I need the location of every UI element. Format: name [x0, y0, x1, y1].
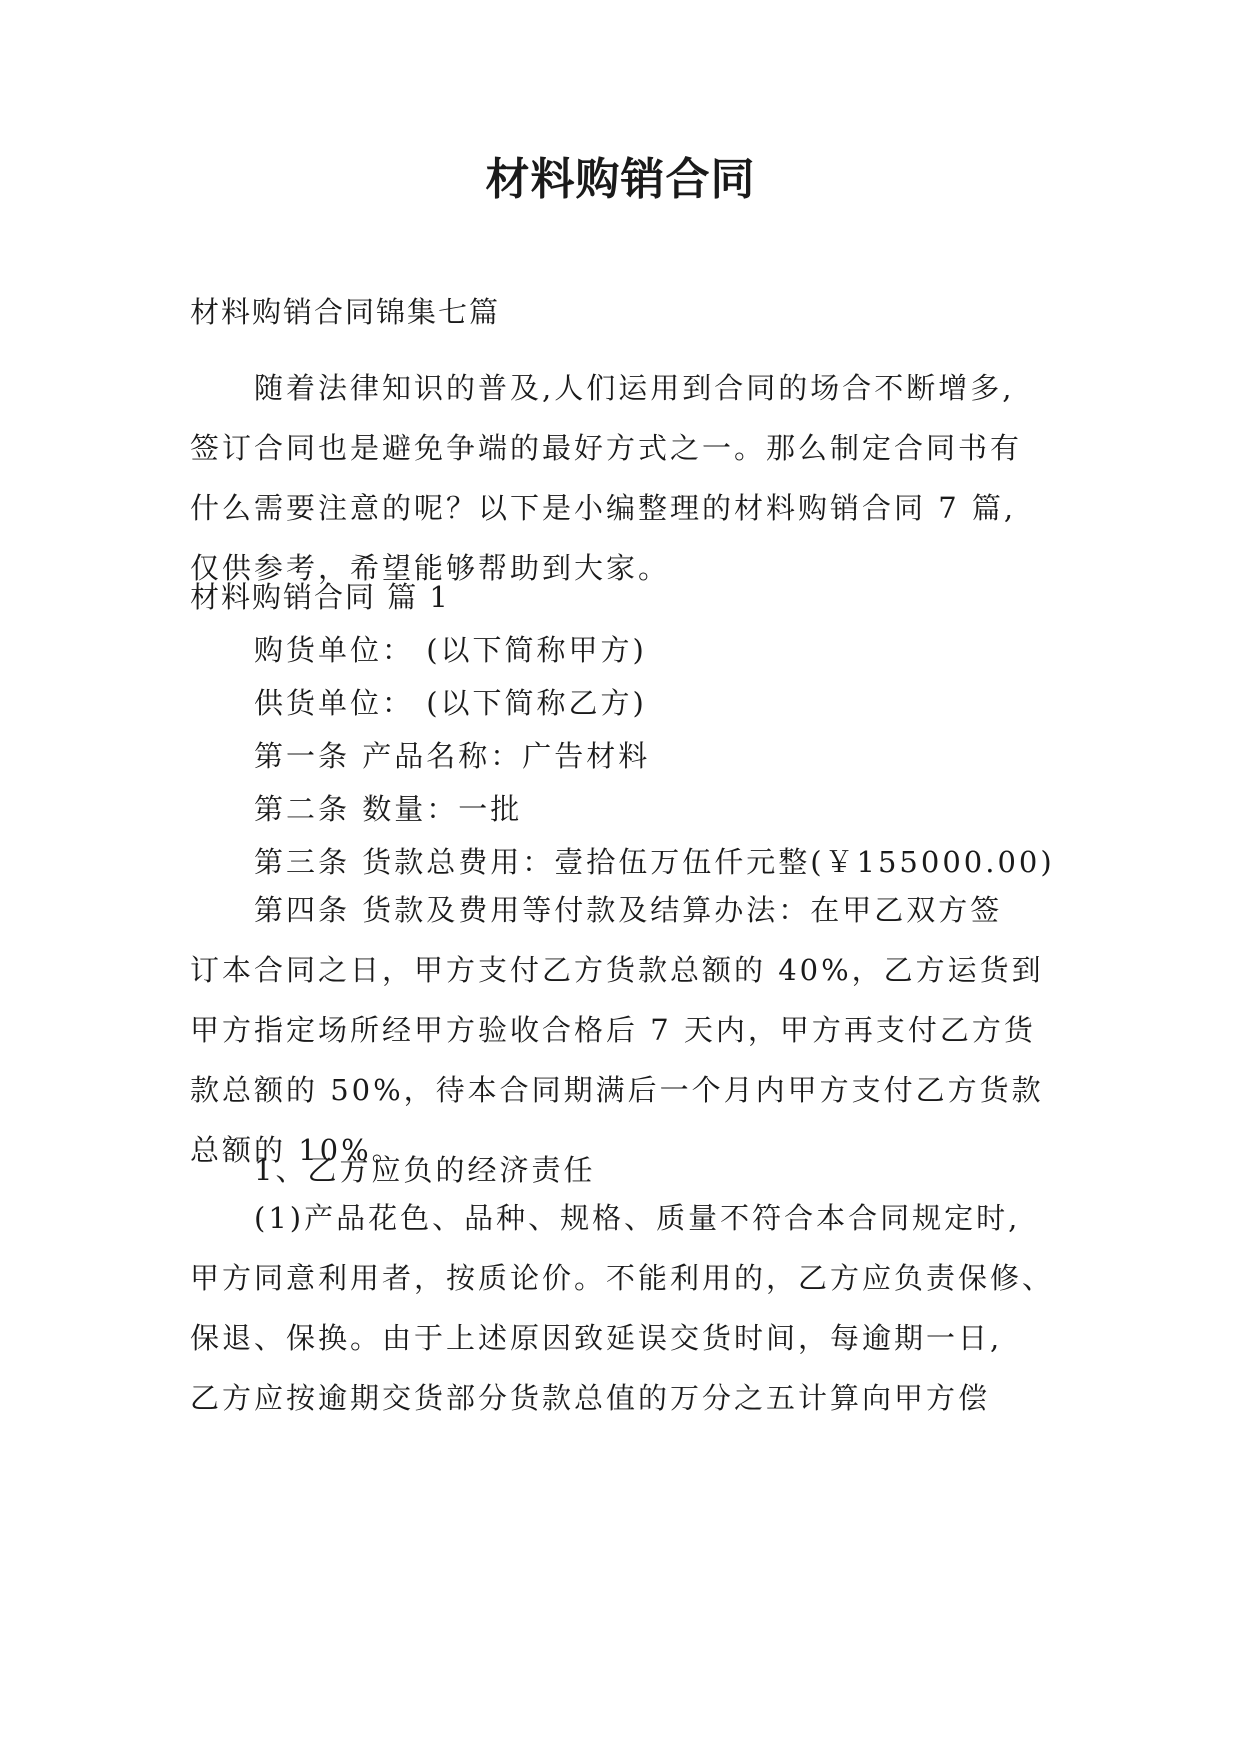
article-4-line: 甲方指定场所经甲方验收合格后 7 天内，甲方再支付乙方货: [190, 1013, 1036, 1047]
clause-buyer: 购货单位： (以下简称甲方): [254, 633, 647, 667]
clause-article-1: 第一条 产品名称：广告材料: [254, 739, 651, 773]
liability-heading: 1、乙方应负的经济责任: [254, 1153, 596, 1187]
intro-line: 仅供参考，希望能够帮助到大家。: [190, 551, 671, 585]
document-title: 材料购销合同: [485, 154, 756, 205]
document-subtitle: 材料购销合同锦集七篇: [190, 295, 501, 329]
intro-line: 签订合同也是避免争端的最好方式之一。那么制定合同书有: [190, 431, 1023, 465]
liability-line: 甲方同意利用者，按质论价。不能利用的，乙方应负责保修、: [190, 1261, 1055, 1295]
liability-line: 乙方应按逾期交货部分货款总值的万分之五计算向甲方偿: [190, 1381, 991, 1415]
liability-paragraph: [190, 1188, 1055, 1428]
article-4-line: 总额的 10%。: [190, 1133, 404, 1167]
article-4-line: 订本合同之日，甲方支付乙方货款总额的 40%，乙方运货到: [190, 953, 1044, 987]
intro-line: 什么需要注意的呢？以下是小编整理的材料购销合同 7 篇,: [190, 491, 1017, 525]
intro-line: 随着法律知识的普及,人们运用到合同的场合不断增多,: [254, 371, 1015, 405]
article-4-paragraph: [190, 880, 1050, 1180]
liability-line: (1)产品花色、品种、规格、质量不符合本合同规定时,: [254, 1201, 1021, 1235]
clause-article-2: 第二条 数量：一批: [254, 792, 523, 826]
liability-line: 保退、保换。由于上述原因致延误交货时间，每逾期一日,: [190, 1321, 1003, 1355]
clause-article-3: 第三条 货款总费用：壹拾伍万伍仟元整(￥155000.00): [254, 845, 1055, 879]
section-header: 材料购销合同 篇 1: [190, 580, 450, 614]
intro-paragraph: [190, 358, 1050, 598]
article-4-line: 款总额的 50%，待本合同期满后一个月内甲方支付乙方货款: [190, 1073, 1044, 1107]
article-4-line: 第四条 货款及费用等付款及结算办法：在甲乙双方签: [254, 893, 1003, 927]
clause-supplier: 供货单位： (以下简称乙方): [254, 686, 647, 720]
